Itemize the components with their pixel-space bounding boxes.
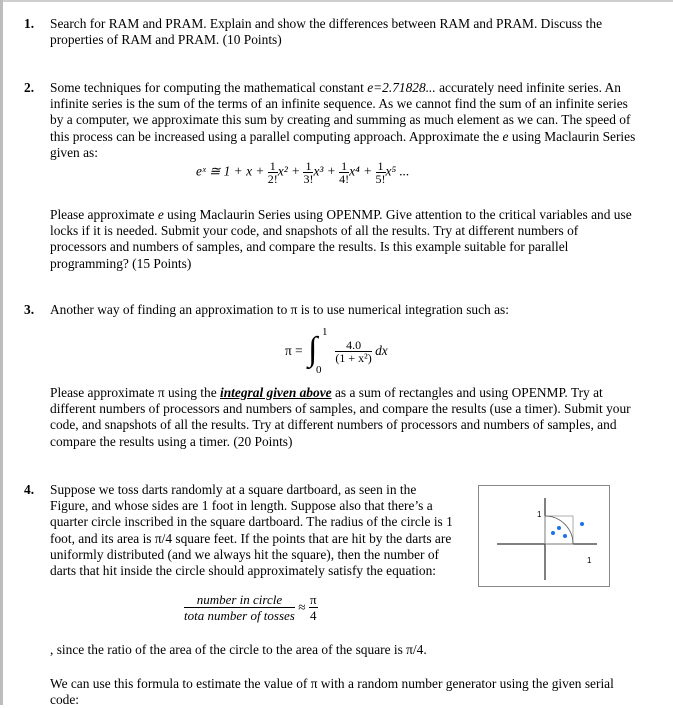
question-text: Suppose we toss darts randomly at a square dartboard, as seen in the Figure, and whose sides are 1 foot in length. Suppose also that there’s a quarter circle inscribed in the square dartboard. The radius of the circle is 1 foot, and its area is π/4 square feet. If the points that are hit by the darts are uniformly distributed (and we always hit the square), then the number of darts that hit inside the circle should approximately satisfy the equation: — [50, 482, 453, 579]
question-text: Another way of finding an approximation to π is to use numerical integration such as: — [50, 302, 509, 317]
dartboard-figure — [478, 485, 610, 587]
question-3 — [24, 302, 636, 318]
question-number: 1. — [24, 16, 35, 31]
question-2 — [24, 80, 636, 161]
question-4 — [24, 482, 454, 579]
figure-x-label: 1 — [587, 556, 592, 565]
pi-integral-equation: π = ∫ 1 0 $\frac{4.0}{\text{(1 + x²)}}$ dx — [285, 326, 388, 376]
question-number: 3. — [24, 302, 35, 317]
dart-dot — [580, 522, 584, 526]
question-2-task — [24, 207, 636, 272]
question-text: Some techniques for computing the mathematical constant e=2.71828... accurately need infinite series. An infinite series is the sum of the terms of an infinite sequence. As we cannot find the sum of an infinite series by a computer, we approximate this sum by creating and summing as much element as we can. The speed of this process can be increased using a parallel computing approach. Approximate the e using Maclaurin Series given as: — [50, 80, 636, 160]
question-1 — [24, 16, 636, 48]
figure-y-label: 1 — [537, 510, 542, 519]
integral-link: integral given above — [220, 385, 332, 400]
question-text: Search for RAM and PRAM. Explain and show the differences between RAM and PRAM. Discuss the properties of RAM and PRAM. (10 Points) — [50, 16, 603, 48]
question-text: Please approximate e using Maclaurin Series using OPENMP. Give attention to the critical variables and use locks if it is needed. Submit your code, and snapshots of all the results. Try at different numbers of processors and numbers of samples, and compare the results. Is this example suitable for parallel programming? (15 Points) — [50, 207, 632, 271]
dart-dot — [557, 526, 561, 530]
dart-dot — [551, 531, 555, 535]
page-top-border — [0, 0, 673, 2]
maclaurin-series-equation: eˣ ≅ 1 + x + $\frac{1}{2!}$ x² + $\frac{1}{3!}$ x³ + $\frac{1}{4!}$ x⁴ + $\frac{1}{5!}$ x⁵ ... — [196, 159, 410, 186]
question-number: 2. — [24, 80, 35, 95]
dart-dot — [563, 534, 567, 538]
question-4-last: We can use this formula to estimate the value of π with a random number generator using the given serial code: — [50, 676, 614, 708]
question-number: 4. — [24, 482, 35, 497]
question-3-task — [24, 385, 636, 450]
dart-ratio-equation: $\frac{\text{number in circle}}{\text{tota number of tosses}}$ ≈ $\frac{\pi}{4}$ — [184, 592, 317, 623]
question-text: Please approximate π using the integral given above as a sum of rectangles and using OPENMP. Try at different numbers of processors and numbers of samples, and compare the results (use a timer). Submit your code, and snapshots of all the results. Try at different numbers of processors and numbers of samples, and compare the results using a timer. (20 Points) — [50, 385, 631, 449]
question-4-ratio-note: , since the ratio of the area of the circle to the area of the square is π/4. — [50, 642, 427, 657]
page-left-border — [0, 0, 3, 705]
